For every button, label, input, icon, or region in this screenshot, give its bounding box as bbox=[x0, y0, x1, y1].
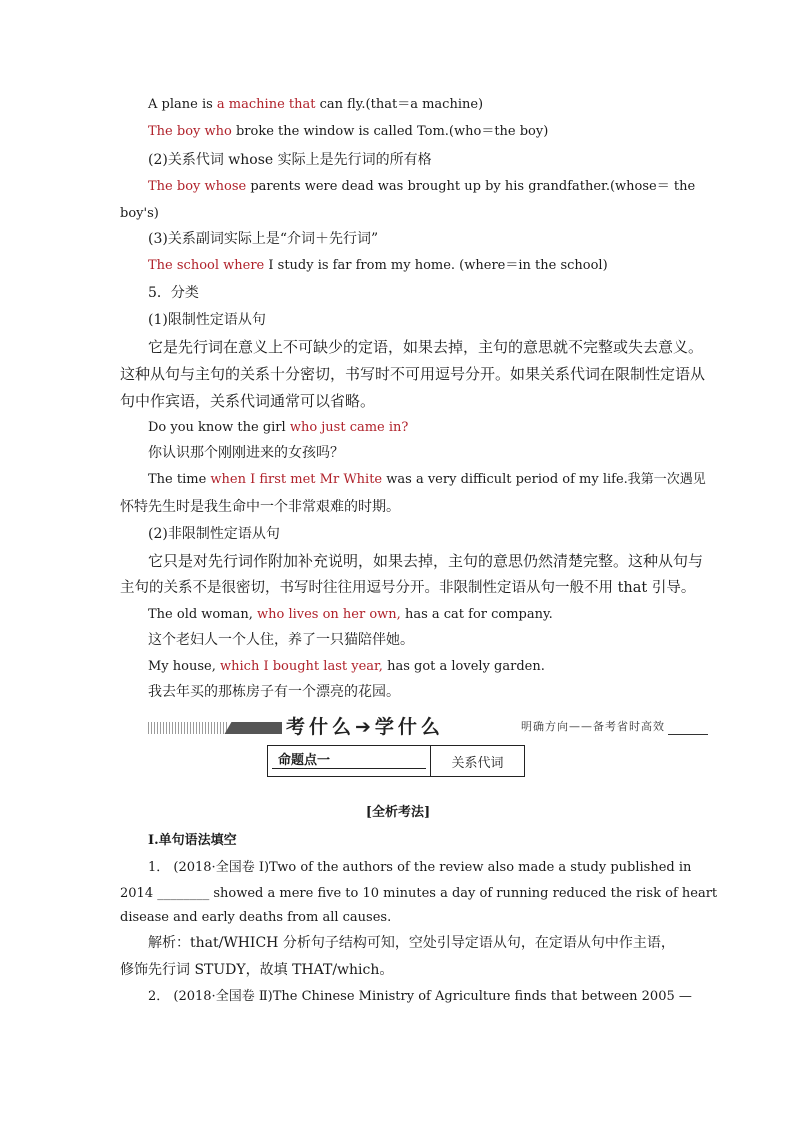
nonrestrictive-text-2: 主句的关系不是很密切，书写时往往用逗号分开。非限制性定语从句一般不用 that 引导。 bbox=[120, 580, 696, 596]
example-time-cont: 怀特先生时是我生命中一个非常艰难的时期。 bbox=[120, 499, 400, 515]
topic-value: 关系代词 bbox=[451, 755, 504, 771]
restrictive-text-3: 句中作宾语，关系代词通常可以省略。 bbox=[120, 392, 376, 410]
example-girl-translation: 你认识那个刚刚进来的女孩吗？ bbox=[148, 445, 344, 461]
example-where: The school where I study is far from my home. (where＝in the school) bbox=[148, 258, 608, 273]
topic-box bbox=[267, 745, 525, 777]
example-house: My house, which I bought last year, has got a lovely garden. bbox=[148, 659, 545, 674]
q1-line-3: disease and early deaths from all causes. bbox=[120, 910, 392, 925]
example-girl: Do you know the girl who just came in? bbox=[148, 420, 409, 435]
topic-underline bbox=[272, 768, 426, 769]
example-plane: A plane is a machine that can fly.(that＝a machine) bbox=[148, 97, 484, 112]
example-whose: The boy whose parents were dead was brought up by his grandfather.(whose＝ the bbox=[148, 179, 696, 194]
restrictive-text-1: 它是先行词在意义上不可缺少的定语，如果去掉，主句的意思就不完整或失去意义。 bbox=[148, 338, 704, 356]
banner-subtitle: 明确方向——备考省时高效 bbox=[518, 718, 668, 736]
q1-line-2: 2014 ________ showed a mere five to 10 minutes a day of running reduced the risk of heart bbox=[120, 886, 718, 901]
example-woman: The old woman, who lives on her own, has a cat for company. bbox=[148, 607, 553, 622]
topic-label-cell bbox=[268, 746, 431, 776]
example-house-translation: 我去年买的那栋房子有一个漂亮的花园。 bbox=[148, 684, 400, 700]
example-woman-translation: 这个老妇人一个人住，养了一只猫陪伴她。 bbox=[148, 632, 414, 648]
restrictive-heading: (1)限制性定语从句 bbox=[148, 312, 266, 328]
q1-answer-1: 解析：that/WHICH 分析句子结构可知，空处引导定语从句，在定语从句中作主语， bbox=[148, 935, 675, 951]
banner-hatch bbox=[148, 722, 228, 734]
q1-answer-2: 修饰先行词 STUDY，故填 THAT/which。 bbox=[120, 962, 394, 978]
example-whose-cont: boy's) bbox=[120, 206, 159, 221]
q2-line-1: 2． (2018·全国卷 Ⅱ)The Chinese Ministry of Agriculture finds that between 2005 — bbox=[148, 989, 692, 1004]
example-time: The time when I first met Mr White was a very difficult period of my life.我第一次遇见 bbox=[148, 472, 706, 487]
banner-title: 考什么➔学什么 bbox=[282, 714, 448, 740]
q1-line-1: 1． (2018·全国卷 Ⅰ)Two of the authors of the review also made a study published in bbox=[148, 860, 692, 875]
restrictive-text-2: 这种从句与主句的关系十分密切，书写时不可用逗号分开。如果关系代词在限制性定语从 bbox=[120, 365, 706, 383]
classification-heading: 5．分类 bbox=[148, 285, 199, 301]
analysis-heading: [全析考法] bbox=[365, 805, 431, 820]
whose-heading: (2)关系代词 whose 实际上是先行词的所有格 bbox=[148, 152, 432, 168]
nonrestrictive-text-1: 它只是对先行词作附加补充说明，如果去掉，主句的意思仍然清楚完整。这种从句与 bbox=[148, 552, 704, 570]
section-banner bbox=[148, 714, 708, 740]
where-heading: (3)关系副词实际上是“介词＋先行词” bbox=[148, 231, 379, 247]
section-i-heading: Ⅰ.单句语法填空 bbox=[148, 833, 237, 848]
example-boy: The boy who broke the window is called Tom.(who＝the boy) bbox=[148, 124, 549, 139]
nonrestrictive-heading: (2)非限制性定语从句 bbox=[148, 526, 280, 542]
topic-label: 命题点一 bbox=[278, 753, 331, 768]
